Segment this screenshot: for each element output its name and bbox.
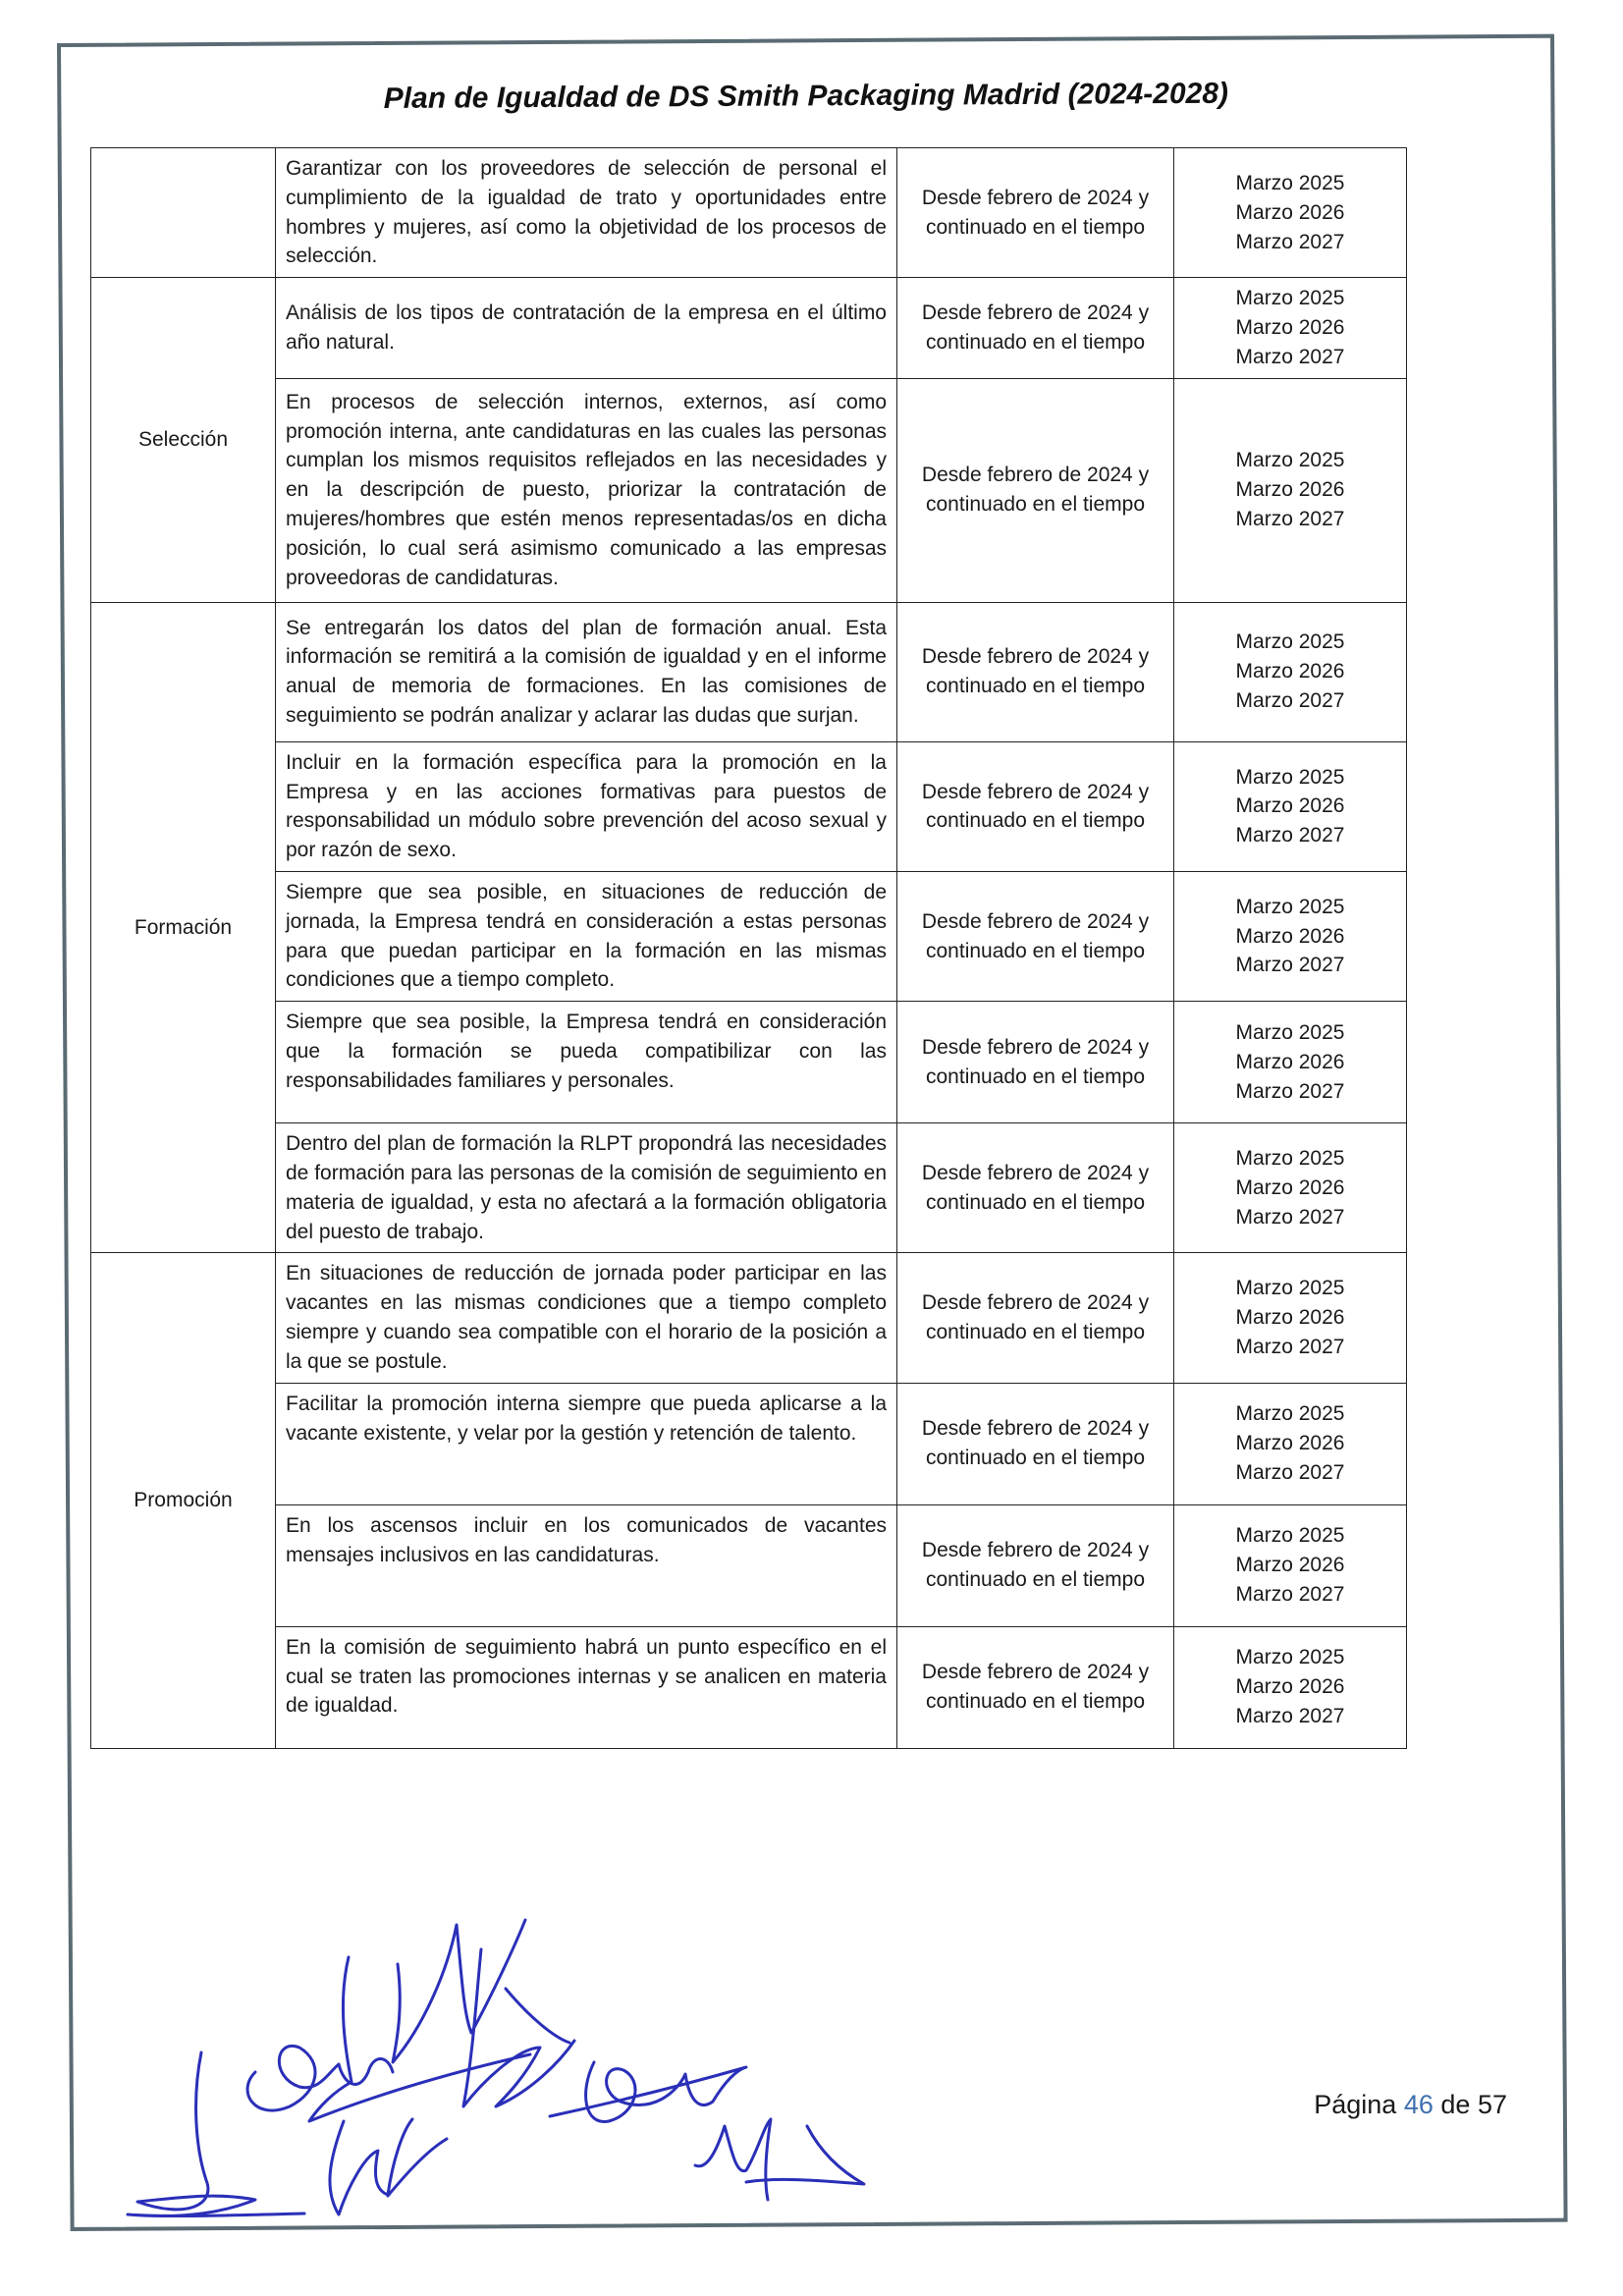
date-item: Marzo 2026 bbox=[1235, 1675, 1345, 1699]
table-row bbox=[91, 871, 1407, 1001]
plan-table bbox=[90, 147, 1407, 1749]
table-row bbox=[91, 1002, 1407, 1123]
action-cell: Garantizar con los proveedores de selección de personal el cumplimiento de la igualdad de trato y oportunidades entre hombres y mujeres, así como la objetividad de los procesos de selección. bbox=[276, 148, 897, 278]
table-row bbox=[91, 741, 1407, 871]
table-row bbox=[91, 1504, 1407, 1626]
period-cell: Desde febrero de 2024 y continuado en el tiempo bbox=[897, 871, 1174, 1001]
date-item: Marzo 2025 bbox=[1235, 449, 1345, 472]
action-cell: Se entregarán los datos del plan de formación anual. Esta información se remitirá a la comisión de igualdad y en el informe anual de memoria de formaciones. En las comisiones de seguimiento se podrán analizar y aclarar las dudas que surjan. bbox=[276, 602, 897, 741]
area-cell-seleccion: Selección bbox=[91, 278, 276, 602]
date-item: Marzo 2026 bbox=[1235, 316, 1345, 340]
page-number bbox=[1314, 2090, 1507, 2120]
date-item: Marzo 2025 bbox=[1235, 1277, 1345, 1300]
signature-6 bbox=[550, 2062, 746, 2121]
action-cell: En los ascensos incluir en los comunicados de vacantes mensajes inclusivos en las candidaturas. bbox=[276, 1504, 897, 1626]
period-cell: Desde febrero de 2024 y continuado en el tiempo bbox=[897, 602, 1174, 741]
dates-cell bbox=[1174, 741, 1407, 871]
date-item: Marzo 2027 bbox=[1235, 230, 1345, 253]
page-label: Página bbox=[1314, 2090, 1397, 2119]
dates-cell bbox=[1174, 1626, 1407, 1748]
date-item: Marzo 2026 bbox=[1235, 1554, 1345, 1577]
table-row bbox=[91, 1253, 1407, 1383]
date-item: Marzo 2025 bbox=[1235, 1147, 1345, 1171]
date-item: Marzo 2025 bbox=[1235, 287, 1345, 310]
period-cell: Desde febrero de 2024 y continuado en el tiempo bbox=[897, 148, 1174, 278]
action-cell: Dentro del plan de formación la RLPT propondrá las necesidades de formación para las personas de la comisión de seguimiento en materia de igualdad, y esta no afectará a la formación obligatoria del puesto de trabajo. bbox=[276, 1123, 897, 1253]
date-item: Marzo 2025 bbox=[1235, 630, 1345, 654]
period-cell: Desde febrero de 2024 y continuado en el tiempo bbox=[897, 1002, 1174, 1123]
dates-cell bbox=[1174, 871, 1407, 1001]
area-cell-empty bbox=[91, 148, 276, 278]
dates-cell bbox=[1174, 1253, 1407, 1383]
table-row bbox=[91, 602, 1407, 741]
signature-4 bbox=[309, 1920, 530, 2121]
signature-3 bbox=[330, 2119, 447, 2214]
table-row bbox=[91, 1123, 1407, 1253]
dates-cell bbox=[1174, 1504, 1407, 1626]
date-item: Marzo 2025 bbox=[1235, 1020, 1345, 1044]
date-item: Marzo 2025 bbox=[1235, 765, 1345, 789]
period-cell: Desde febrero de 2024 y continuado en el tiempo bbox=[897, 741, 1174, 871]
table-row bbox=[91, 278, 1407, 378]
date-item: Marzo 2027 bbox=[1235, 824, 1345, 847]
period-cell: Desde febrero de 2024 y continuado en el tiempo bbox=[897, 1383, 1174, 1504]
action-cell: Siempre que sea posible, la Empresa tendrá en consideración que la formación se pueda compatibilizar con las responsabilidades familiares y personales. bbox=[276, 1002, 897, 1123]
date-item: Marzo 2026 bbox=[1235, 1175, 1345, 1199]
area-cell-promocion: Promoción bbox=[91, 1253, 276, 1748]
date-item: Marzo 2025 bbox=[1235, 1402, 1345, 1426]
page-title: Plan de Igualdad de DS Smith Packaging Madrid (2024-2028) bbox=[383, 77, 1229, 115]
table-row bbox=[91, 378, 1407, 602]
date-item: Marzo 2026 bbox=[1235, 478, 1345, 502]
signature-1 bbox=[128, 2052, 304, 2216]
signatures bbox=[108, 1827, 1325, 2239]
period-cell: Desde febrero de 2024 y continuado en el tiempo bbox=[897, 1504, 1174, 1626]
action-cell: Análisis de los tipos de contratación de la empresa en el último año natural. bbox=[276, 278, 897, 378]
date-item: Marzo 2027 bbox=[1235, 1705, 1345, 1728]
date-item: Marzo 2026 bbox=[1235, 924, 1345, 948]
action-cell: Facilitar la promoción interna siempre que pueda aplicarse a la vacante existente, y velar por la gestión y retención de talento. bbox=[276, 1383, 897, 1504]
page-of-label: de bbox=[1440, 2090, 1471, 2119]
period-cell: Desde febrero de 2024 y continuado en el tiempo bbox=[897, 1123, 1174, 1253]
date-item: Marzo 2026 bbox=[1235, 794, 1345, 818]
action-cell: En situaciones de reducción de jornada poder participar en las vacantes en las mismas condiciones que a tiempo completo siempre y cuando sea compatible con el horario de la posición a la que se postule. bbox=[276, 1253, 897, 1383]
period-cell: Desde febrero de 2024 y continuado en el tiempo bbox=[897, 378, 1174, 602]
date-item: Marzo 2025 bbox=[1235, 1646, 1345, 1669]
date-item: Marzo 2025 bbox=[1235, 171, 1345, 194]
date-item: Marzo 2025 bbox=[1235, 895, 1345, 918]
dates-cell bbox=[1174, 378, 1407, 602]
dates-cell bbox=[1174, 1002, 1407, 1123]
period-cell: Desde febrero de 2024 y continuado en el tiempo bbox=[897, 1253, 1174, 1383]
page-total: 57 bbox=[1477, 2090, 1507, 2119]
signature-2 bbox=[247, 2046, 393, 2110]
signature-5 bbox=[463, 1949, 574, 2106]
action-cell: Siempre que sea posible, en situaciones de reducción de jornada, la Empresa tendrá en consideración a estas personas para que puedan participar en la formación en las mismas condiciones que a tiempo completo. bbox=[276, 871, 897, 1001]
date-item: Marzo 2026 bbox=[1235, 1306, 1345, 1330]
date-item: Marzo 2026 bbox=[1235, 200, 1345, 224]
table-row bbox=[91, 1626, 1407, 1748]
page-current: 46 bbox=[1403, 2090, 1434, 2119]
dates-cell bbox=[1174, 278, 1407, 378]
dates-cell bbox=[1174, 148, 1407, 278]
action-cell: En la comisión de seguimiento habrá un punto específico en el cual se traten las promociones internas y se analicen en materia de igualdad. bbox=[276, 1626, 897, 1748]
date-item: Marzo 2026 bbox=[1235, 1432, 1345, 1455]
date-item: Marzo 2027 bbox=[1235, 689, 1345, 713]
date-item: Marzo 2027 bbox=[1235, 1205, 1345, 1229]
dates-cell bbox=[1174, 602, 1407, 741]
area-cell-formacion: Formación bbox=[91, 602, 276, 1253]
dates-cell bbox=[1174, 1383, 1407, 1504]
date-item: Marzo 2025 bbox=[1235, 1524, 1345, 1548]
date-item: Marzo 2026 bbox=[1235, 660, 1345, 683]
signature-7 bbox=[695, 2119, 864, 2200]
table-row bbox=[91, 1383, 1407, 1504]
period-cell: Desde febrero de 2024 y continuado en el tiempo bbox=[897, 278, 1174, 378]
action-cell: En procesos de selección internos, externos, así como promoción interna, ante candidaturas en las cuales las personas cumplan los mismos requisitos reflejados en las necesidades y en la descripción de puesto, priorizar la contratación de mujeres/hombres que estén menos representadas/os en dicha posición, lo cual será asimismo comunicado a las empresas proveedoras de candidaturas. bbox=[276, 378, 897, 602]
date-item: Marzo 2027 bbox=[1235, 508, 1345, 531]
date-item: Marzo 2027 bbox=[1235, 954, 1345, 977]
date-item: Marzo 2027 bbox=[1235, 1335, 1345, 1358]
date-item: Marzo 2027 bbox=[1235, 1583, 1345, 1607]
date-item: Marzo 2027 bbox=[1235, 1079, 1345, 1103]
table-row bbox=[91, 148, 1407, 278]
date-item: Marzo 2027 bbox=[1235, 1461, 1345, 1485]
action-cell: Incluir en la formación específica para la promoción en la Empresa y en las acciones formativas para puestos de responsabilidad un módulo sobre prevención del acoso sexual y por razón de sexo. bbox=[276, 741, 897, 871]
dates-cell bbox=[1174, 1123, 1407, 1253]
period-cell: Desde febrero de 2024 y continuado en el tiempo bbox=[897, 1626, 1174, 1748]
date-item: Marzo 2026 bbox=[1235, 1050, 1345, 1073]
date-item: Marzo 2027 bbox=[1235, 345, 1345, 368]
